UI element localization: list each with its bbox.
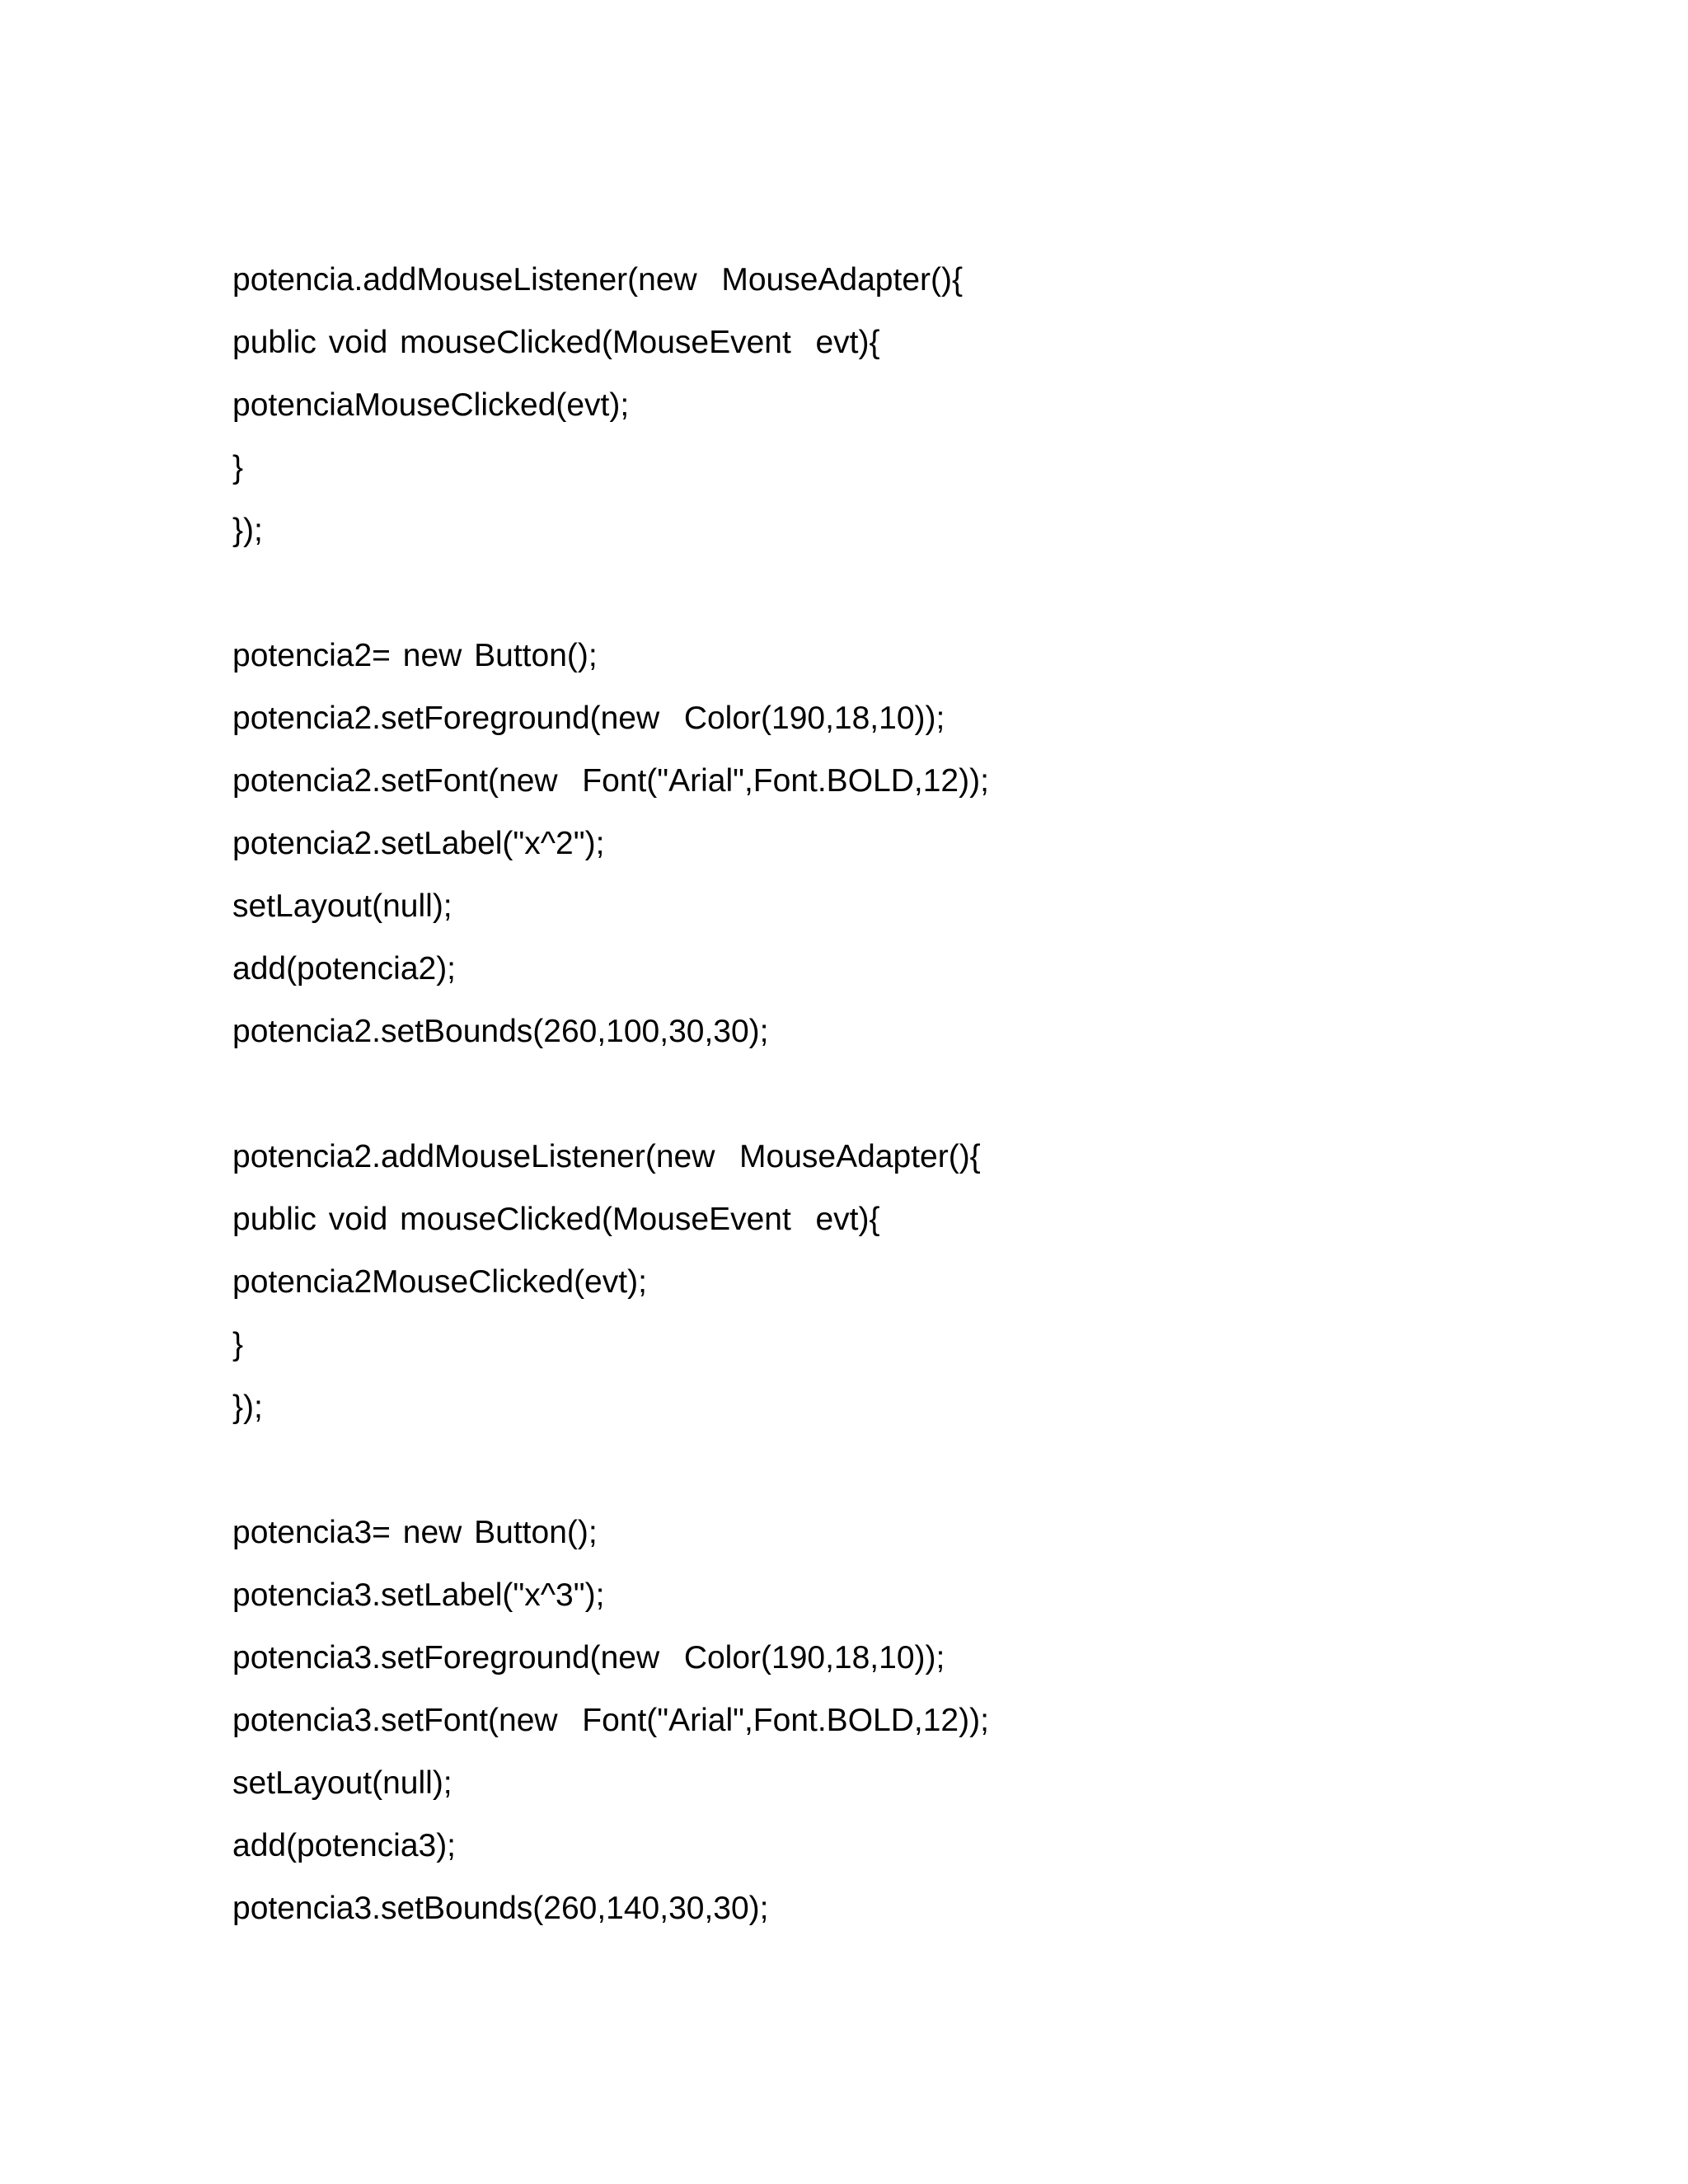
blank-line <box>232 1070 1551 1132</box>
code-line: potencia2.addMouseListener(new MouseAdapter(){ <box>232 1139 981 1174</box>
code-line: potencia3.setFont(new Font("Arial",Font.BOLD,12)); <box>232 1703 989 1738</box>
code-line: potencia3.setBounds(260,140,30,30); <box>232 1891 769 1926</box>
code-line: potencia2.setForeground(new Color(190,18,10)); <box>232 701 945 736</box>
blank-line <box>232 1446 1551 1508</box>
code-line: potencia2.setLabel("x^2"); <box>232 826 605 861</box>
code-line: add(potencia3); <box>232 1828 457 1863</box>
code-line: potencia2= new Button(); <box>232 638 598 673</box>
code-line: potencia3.setLabel("x^3"); <box>232 1577 605 1613</box>
code-line: } <box>232 450 244 485</box>
code-line: setLayout(null); <box>232 1765 452 1801</box>
code-line: public void mouseClicked(MouseEvent evt){ <box>232 1202 880 1237</box>
code-line: potencia3= new Button(); <box>232 1515 598 1550</box>
code-line: potencia2.setBounds(260,100,30,30); <box>232 1014 769 1049</box>
code-line: }); <box>232 1390 263 1425</box>
code-line: potencia.addMouseListener(new MouseAdapter(){ <box>232 262 964 298</box>
code-line: public void mouseClicked(MouseEvent evt){ <box>232 325 880 360</box>
code-line: potencia2.setFont(new Font("Arial",Font.BOLD,12)); <box>232 763 989 799</box>
code-line: potenciaMouseClicked(evt); <box>232 387 630 423</box>
code-line: add(potencia2); <box>232 951 457 987</box>
code-line: potencia3.setForeground(new Color(190,18,10)); <box>232 1640 945 1675</box>
code-line: } <box>232 1327 244 1362</box>
code-block <box>232 255 1551 1947</box>
code-line: setLayout(null); <box>232 888 452 924</box>
blank-line <box>232 569 1551 631</box>
code-line: }); <box>232 513 263 548</box>
code-line: potencia2MouseClicked(evt); <box>232 1264 647 1300</box>
